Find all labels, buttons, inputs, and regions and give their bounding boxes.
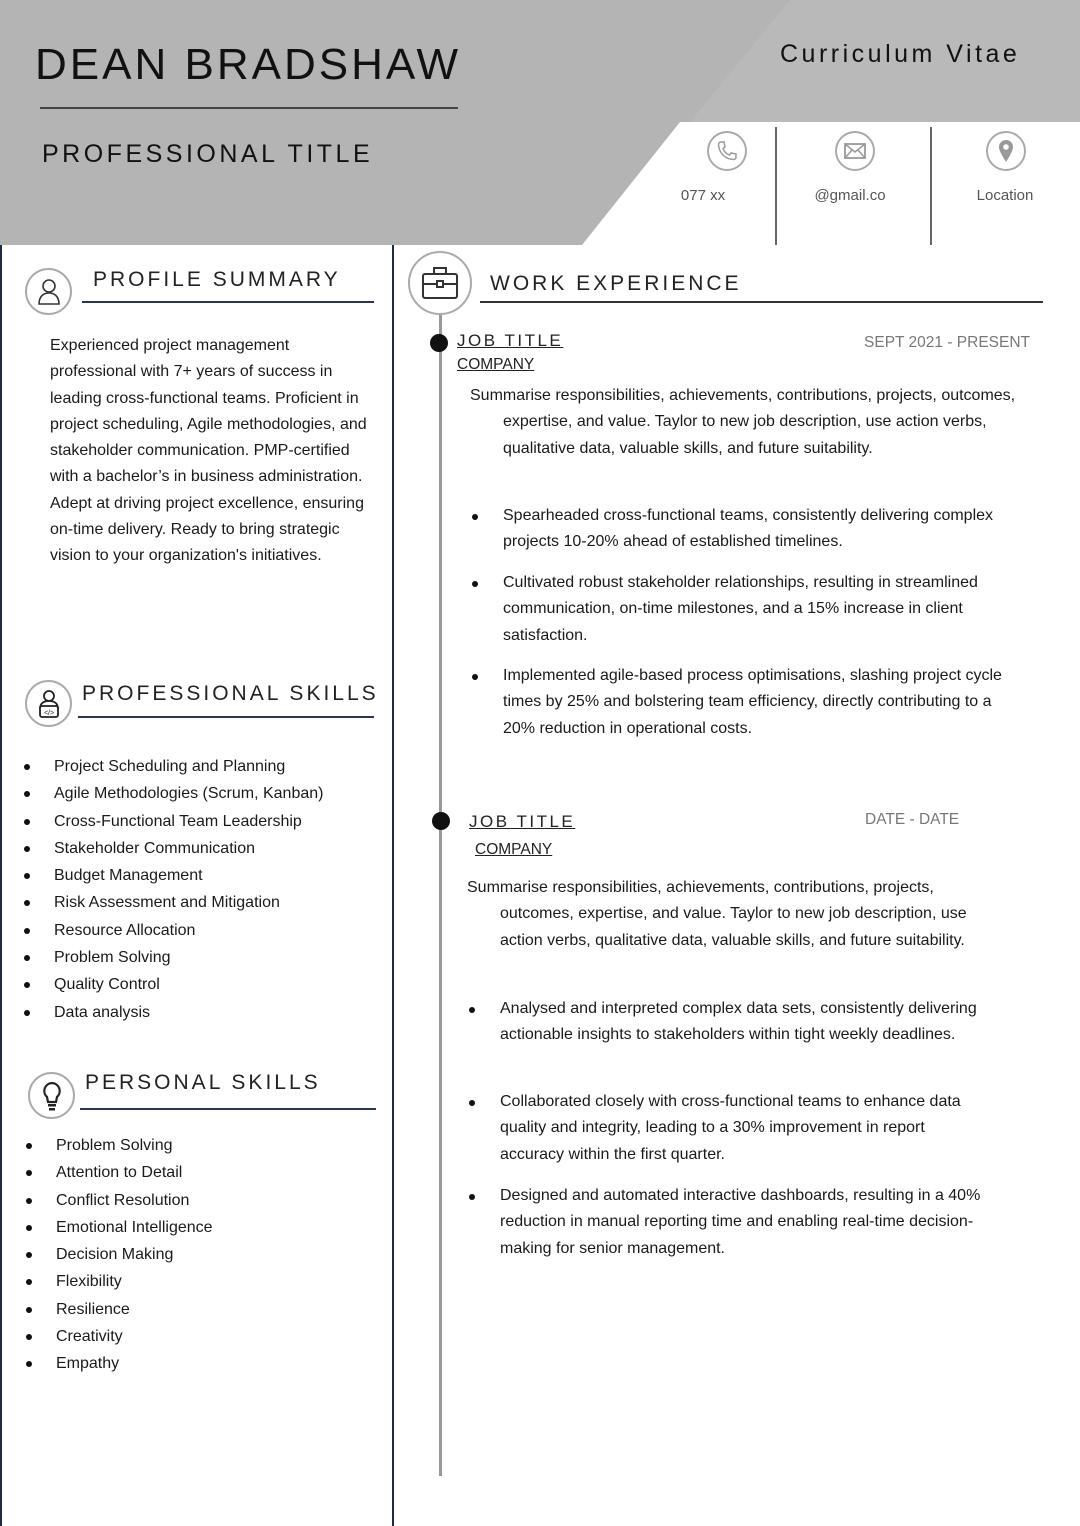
list-item: Conflict Resolution [2,1187,213,1214]
location-icon [986,131,1026,171]
list-item: Problem Solving [0,944,323,971]
developer-icon [25,680,72,727]
list-item: Cross-Functional Team Leadership [0,808,323,835]
section-divider [78,716,374,718]
list-item: Project Scheduling and Planning [0,753,323,780]
company-name: COMPANY [475,841,553,858]
section-divider [80,1108,376,1110]
svg-text:</>: </> [43,709,54,717]
person-icon [25,268,72,315]
profile-summary-text: Experienced project management professional with 7+ years of success in leading cross-functional teams. Proficient in project scheduling, Agile methodologies, and stakeholder communication. PMP-certified with a bachelor’s in business administration. Adept at driving project excellence, ensuring on-time delivery. Ready to bring strategic vision to your organization's initiatives. [50,337,367,565]
list-item: Risk Assessment and Mitigation [0,889,323,916]
list-item: Agile Methodologies (Scrum, Kanban) [0,780,323,807]
candidate-name: DEAN BRADSHAW [35,40,462,89]
job-bullet: Designed and automated interactive dashboards, resulting in a 40% reduction in manual reporting time and enabling real-time decision-making for senior management. [500,1183,985,1262]
job-bullet: Cultivated robust stakeholder relationships, resulting in streamlined communication, on-time milestones, and a 15% increase in client satisfaction. [503,570,1003,649]
job-summary: Summarise responsibilities, achievements, contributions, projects, outcomes, expertise, and value. Taylor to new job description, use action verbs, qualitative data, valuable skills, and future suitability. [467,879,967,949]
job-bullet: Collaborated closely with cross-functional teams to enhance data quality and integrity, leading to a 30% improvement in report accuracy within the first quarter. [500,1089,985,1168]
job-summary: Summarise responsibilities, achievements, contributions, projects, outcomes, expertise, and value. Taylor to new job description, use action verbs, qualitative data, valuable skills, and future suitability. [470,387,1016,457]
job-title: JOB TITLE [457,331,564,350]
list-item: Resource Allocation [0,917,323,944]
list-item: Budget Management [0,862,323,889]
phone-icon [707,131,747,171]
list-item: Empathy [2,1350,213,1377]
name-divider [40,107,458,109]
professional-skills-list [0,753,323,1026]
personal-skills-heading: PERSONAL SKILLS [85,1071,321,1094]
list-item: Decision Making [2,1241,213,1268]
contact-email: @gmail.co [814,187,886,204]
lightbulb-icon [28,1072,75,1119]
timeline [439,300,442,1476]
contact-divider [775,127,777,245]
job-title: JOB TITLE [469,812,576,831]
timeline-dot [430,334,448,352]
contact-location: Location [976,187,1034,204]
list-item: Data analysis [0,999,323,1026]
job-dates: DATE - DATE [865,811,960,828]
list-item: Attention to Detail [2,1159,213,1186]
list-item: Resilience [2,1296,213,1323]
job-bullet: Spearheaded cross-functional teams, consistently delivering complex projects 10-20% ahead of established timelines. [503,503,1003,556]
list-item: Emotional Intelligence [2,1214,213,1241]
list-item: Stakeholder Communication [0,835,323,862]
personal-skills-list [2,1132,213,1378]
contact-phone: 077 xx [680,187,726,204]
section-divider [480,301,1043,303]
briefcase-icon [408,251,472,315]
email-icon [835,131,875,171]
list-item: Creativity [2,1323,213,1350]
document-label: Curriculum Vitae [780,40,1021,68]
section-divider [82,301,374,303]
job-bullet: Analysed and interpreted complex data sets, consistently delivering actionable insights to stakeholders within tight weekly deadlines. [500,996,985,1049]
list-item: Quality Control [0,971,323,998]
list-item: Flexibility [2,1268,213,1295]
work-experience-heading: WORK EXPERIENCE [490,272,742,295]
professional-title: PROFESSIONAL TITLE [42,140,374,168]
profile-summary-heading: PROFILE SUMMARY [93,268,341,291]
contact-divider [930,127,932,245]
job-bullet: Implemented agile-based process optimisations, slashing project cycle times by 25% and bolstering team efficiency, directly contributing to a 20% reduction in operational costs. [503,663,1003,742]
professional-skills-heading: PROFESSIONAL SKILLS [82,682,379,705]
company-name: COMPANY [457,356,535,373]
job-dates: SEPT 2021 - PRESENT [864,334,1030,351]
list-item: Problem Solving [2,1132,213,1159]
timeline-dot [432,812,450,830]
